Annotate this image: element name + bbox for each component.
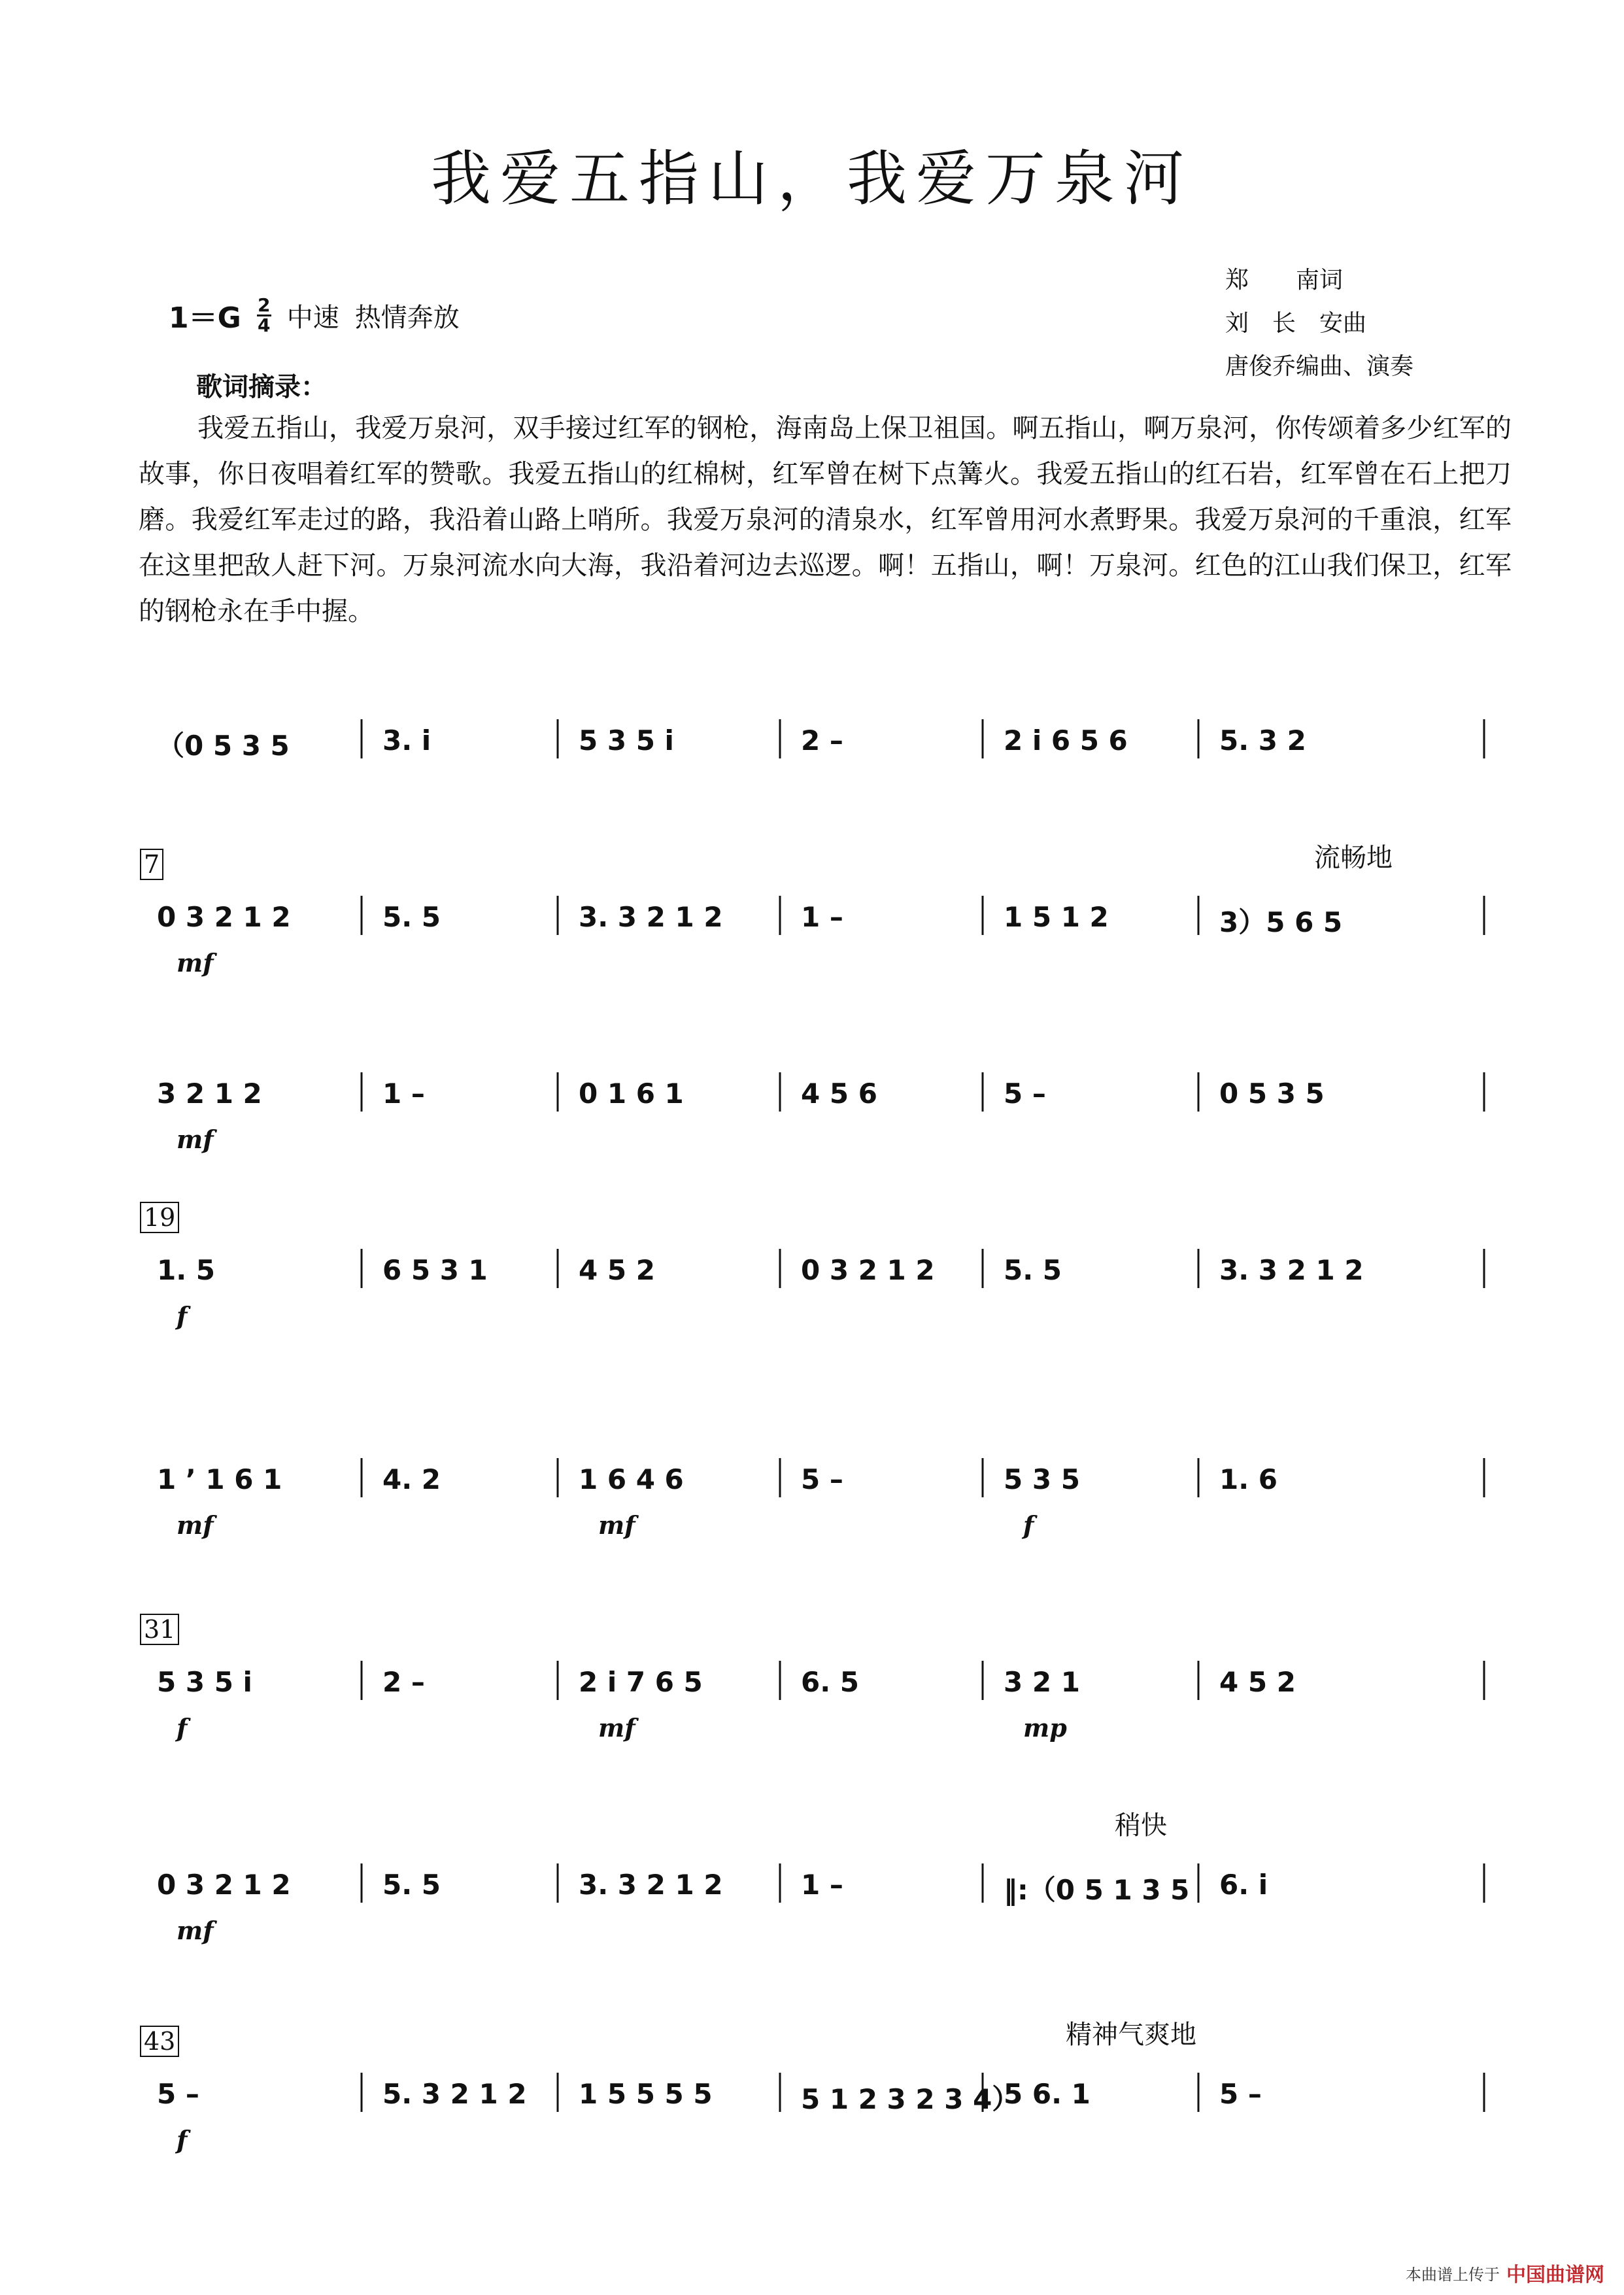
measure: 2 – — [382, 1666, 425, 1698]
time-signature — [257, 296, 271, 335]
site-logo: 中国曲谱网 — [1506, 2264, 1604, 2286]
footer-text: 本曲谱上传于 — [1406, 2265, 1500, 2284]
dynamic-marking: mf — [177, 1916, 214, 1945]
measure: 1 – — [382, 1078, 425, 1110]
tempo-marking: 流畅地 — [1314, 843, 1393, 873]
dynamic-marking: f — [177, 1301, 188, 1331]
score-system — [137, 2020, 1485, 2158]
measure: 5 – — [1004, 1078, 1046, 1110]
measure: 3. 3 2 1 2 — [579, 1869, 723, 1901]
dynamic-marking: f — [177, 2125, 188, 2154]
measure: 1 6 4 6 — [579, 1463, 684, 1495]
key-signature-line — [169, 294, 460, 336]
key-signature: 1＝G — [169, 301, 241, 335]
measure: 1. 5 — [157, 1254, 216, 1286]
measure: 5 – — [157, 2078, 199, 2110]
measure: 4. 2 — [382, 1463, 441, 1495]
measure: 2 i 6 5 6 — [1004, 724, 1128, 756]
footer — [1406, 2258, 1604, 2287]
measure: 5 1 2 3 2 3 4） — [801, 2083, 1020, 2115]
measure-number: 7 — [140, 849, 163, 880]
measure-number: 19 — [140, 1202, 179, 1233]
dynamic-marking: f — [1023, 1510, 1034, 1540]
credit-arranger: 唐俊乔编曲、演奏 — [1225, 352, 1414, 380]
measure: 5 – — [801, 1463, 843, 1495]
measure: 1 ’ 1 6 1 — [157, 1463, 282, 1495]
score-system — [137, 1810, 1485, 1948]
credit-composer: 刘 长 安曲 — [1225, 309, 1367, 337]
measure: 1. 6 — [1219, 1463, 1278, 1495]
measure: 5. 5 — [1004, 1254, 1062, 1286]
measure: 5 3 5 — [1004, 1463, 1080, 1495]
measure: 0 3 2 1 2 — [801, 1254, 935, 1286]
measure: 5. 3 2 1 2 — [382, 2078, 527, 2110]
measure: 5 3 5 i — [579, 724, 674, 756]
measure: 3）5 6 5 — [1219, 906, 1343, 938]
measure: 1 – — [801, 1869, 843, 1901]
time-top: 2 — [257, 294, 271, 316]
measure: 6. 5 — [801, 1666, 860, 1698]
dynamic-marking: f — [177, 1713, 188, 1742]
score-system — [137, 1203, 1485, 1334]
measure-number: 31 — [140, 1614, 179, 1645]
score-system — [137, 1412, 1485, 1543]
score-system — [137, 1027, 1485, 1157]
measure: 0 3 2 1 2 — [157, 901, 291, 933]
dynamic-marking: mf — [598, 1510, 635, 1540]
measure: 1 – — [801, 901, 843, 933]
measure: 0 3 2 1 2 — [157, 1869, 291, 1901]
score-system — [137, 1615, 1485, 1746]
lyrics-text: 我爱五指山，我爱万泉河，双手接过红军的钢枪，海南岛上保卫祖国。啊五指山，啊万泉河，你传颂着多少红军的故事，你日夜唱着红军的赞歌。我爱五指山的红棉树，红军曾在树下点篝火。我爱五指山的红石岩，红军曾在石上把刀磨。我爱红军走过的路，我沿着山路上哨所。我爱万泉河的清泉水，红军曾用河水煮野果。我爱万泉河的千重浪，红军在这里把敌人赶下河。万泉河流水向大海，我沿着河边去巡逻。啊！五指山，啊！万泉河。红色的江山我们保卫，红军的钢枪永在手中握。 — [139, 413, 1512, 626]
score-system — [137, 673, 1485, 804]
measure: 1 5 5 5 5 — [579, 2078, 713, 2110]
measure: 5 3 5 i — [157, 1666, 252, 1698]
measure: 6. i — [1219, 1869, 1268, 1901]
mood-text: 热情奔放 — [354, 302, 460, 333]
tempo-marking: 精神气爽地 — [1066, 2020, 1196, 2050]
measure: 5 – — [1219, 2078, 1262, 2110]
measure: 3. 3 2 1 2 — [579, 901, 723, 933]
measure: 2 – — [801, 724, 843, 756]
measure: 3. i — [382, 724, 431, 756]
measure: （0 5 3 5 — [157, 730, 290, 762]
measure: 0 1 6 1 — [579, 1078, 684, 1110]
measure: 3 2 1 2 — [157, 1078, 262, 1110]
measure: 1 5 1 2 — [1004, 901, 1109, 933]
tempo-text: 中速 — [286, 302, 339, 333]
dynamic-marking: mf — [177, 1510, 214, 1540]
measure: 6 5 3 1 — [382, 1254, 488, 1286]
page-title: 我爱五指山，我爱万泉河 — [430, 144, 1193, 214]
dynamic-marking: mf — [177, 948, 214, 978]
measure: 5. 5 — [382, 901, 441, 933]
measure: 2 i 7 6 5 — [579, 1666, 703, 1698]
score-system — [137, 843, 1485, 981]
tempo-marking: 稍快 — [1115, 1810, 1167, 1841]
measure: ‖:（0 5 1 3 5 — [1004, 1874, 1190, 1906]
measure: 5. 5 — [382, 1869, 441, 1901]
measure-number: 43 — [140, 2026, 179, 2057]
measure: 4 5 2 — [579, 1254, 655, 1286]
measure: 3 2 1 — [1004, 1666, 1080, 1698]
lyrics-heading: 歌词摘录： — [196, 372, 327, 402]
dynamic-marking: mf — [598, 1713, 635, 1742]
time-bottom: 4 — [257, 314, 271, 336]
measure: 5 6. 1 — [1004, 2078, 1091, 2110]
measure: 3. 3 2 1 2 — [1219, 1254, 1364, 1286]
credits — [1225, 256, 1500, 386]
measure: 5. 3 2 — [1219, 724, 1306, 756]
measure: 4 5 6 — [801, 1078, 877, 1110]
dynamic-marking: mp — [1023, 1713, 1067, 1742]
credit-lyricist: 郑 南词 — [1225, 266, 1344, 294]
measure: 0 5 3 5 — [1219, 1078, 1325, 1110]
dynamic-marking: mf — [177, 1125, 214, 1154]
measure: 4 5 2 — [1219, 1666, 1296, 1698]
